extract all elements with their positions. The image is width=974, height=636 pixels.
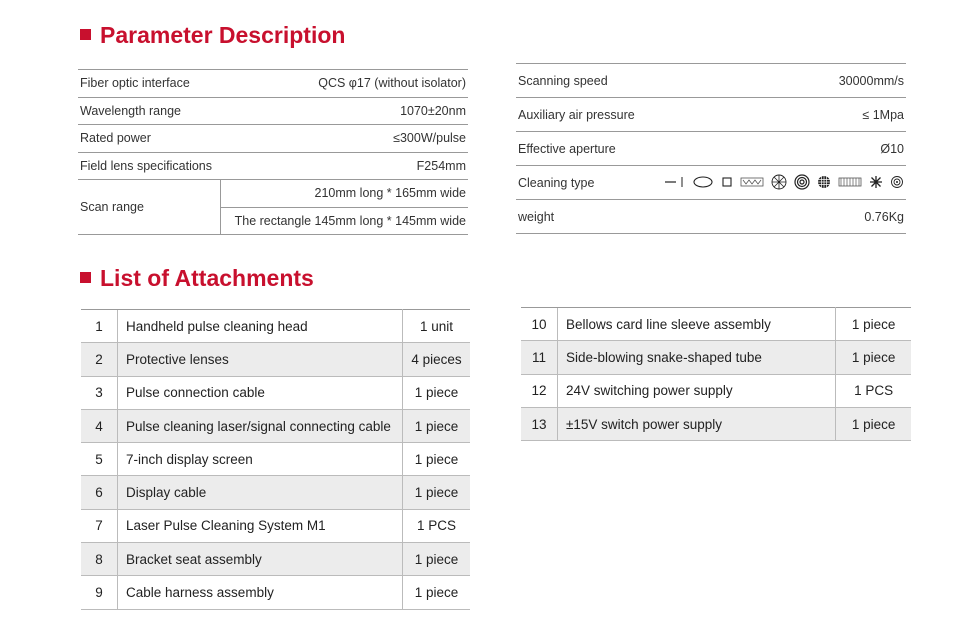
- item-number: 3: [81, 376, 118, 409]
- param-label: Rated power: [78, 125, 221, 153]
- spiral-icon: [794, 174, 810, 190]
- param-row: [78, 70, 468, 98]
- square-bullet-icon: [80, 272, 91, 283]
- param-value: ≤ 1Mpa: [645, 98, 906, 132]
- item-quantity: 4 pieces: [402, 343, 470, 376]
- table-row: [81, 343, 470, 376]
- table-row: [81, 310, 470, 343]
- param-label: Field lens specifications: [78, 152, 221, 180]
- param-value: QCS φ17 (without isolator): [221, 70, 469, 98]
- table-row: [81, 543, 470, 576]
- wave-icon: [740, 176, 764, 188]
- item-name: Bellows card line sleeve assembly: [558, 308, 836, 341]
- item-number: 5: [81, 443, 118, 476]
- item-name: Cable harness assembly: [118, 576, 403, 609]
- param-row: [78, 180, 468, 208]
- circle-spiral-icon: [890, 175, 904, 189]
- table-row: [521, 308, 911, 341]
- param-value: 1070±20nm: [221, 97, 469, 125]
- param-row: [78, 97, 468, 125]
- item-number: 11: [521, 341, 558, 374]
- square-bullet-icon: [80, 29, 91, 40]
- param-label: Auxiliary air pressure: [516, 98, 645, 132]
- param-row: [516, 98, 906, 132]
- item-name: Handheld pulse cleaning head: [118, 310, 403, 343]
- item-quantity: 1 piece: [402, 476, 470, 509]
- item-name: ±15V switch power supply: [558, 407, 836, 440]
- table-row: [81, 476, 470, 509]
- param-row: [516, 200, 906, 234]
- attachments-table-left: [81, 309, 470, 610]
- item-number: 2: [81, 343, 118, 376]
- grid-circle-icon: [817, 175, 831, 189]
- parameter-section-title: [80, 22, 345, 49]
- param-row: [78, 152, 468, 180]
- item-name: Protective lenses: [118, 343, 403, 376]
- table-row: [521, 374, 911, 407]
- item-quantity: 1 piece: [402, 409, 470, 442]
- param-label: Fiber optic interface: [78, 70, 221, 98]
- param-value: ≤300W/pulse: [221, 125, 469, 153]
- star-icon: [869, 175, 883, 189]
- table-row: [81, 576, 470, 609]
- item-quantity: 1 piece: [836, 407, 911, 440]
- cleaning-type-icons: [645, 166, 906, 200]
- item-name: Display cable: [118, 476, 403, 509]
- param-value: The rectangle 145mm long * 145mm wide: [221, 207, 469, 235]
- param-row: [78, 125, 468, 153]
- param-value: Ø10: [645, 132, 906, 166]
- param-label: Wavelength range: [78, 97, 221, 125]
- square-icon: [721, 176, 733, 188]
- item-number: 8: [81, 543, 118, 576]
- param-row: [516, 132, 906, 166]
- item-quantity: 1 PCS: [836, 374, 911, 407]
- item-quantity: 1 piece: [402, 443, 470, 476]
- param-value: 210mm long * 165mm wide: [221, 180, 469, 208]
- item-number: 7: [81, 509, 118, 542]
- parameter-table-left: [78, 69, 468, 235]
- item-name: Pulse connection cable: [118, 376, 403, 409]
- table-row: [81, 509, 470, 542]
- item-name: Laser Pulse Cleaning System M1: [118, 509, 403, 542]
- table-row: [81, 409, 470, 442]
- item-number: 4: [81, 409, 118, 442]
- attachments-section-title: [80, 265, 314, 292]
- hatch-icon: [838, 176, 862, 188]
- attachments-table-right: [521, 307, 911, 441]
- param-label: Scanning speed: [516, 64, 645, 98]
- param-label: weight: [516, 200, 645, 234]
- param-label: Scan range: [78, 180, 221, 235]
- item-number: 6: [81, 476, 118, 509]
- table-row: [521, 341, 911, 374]
- param-row: [516, 166, 906, 200]
- table-row: [81, 443, 470, 476]
- item-name: Pulse cleaning laser/signal connecting cable: [118, 409, 403, 442]
- param-value: 0.76Kg: [645, 200, 906, 234]
- item-number: 10: [521, 308, 558, 341]
- item-number: 13: [521, 407, 558, 440]
- item-quantity: 1 piece: [402, 543, 470, 576]
- item-quantity: 1 piece: [402, 576, 470, 609]
- item-name: 7-inch display screen: [118, 443, 403, 476]
- item-number: 9: [81, 576, 118, 609]
- param-label: Cleaning type: [516, 166, 645, 200]
- param-row: [516, 64, 906, 98]
- param-value: F254mm: [221, 152, 469, 180]
- param-value: 30000mm/s: [645, 64, 906, 98]
- line-icon: [663, 176, 685, 188]
- ellipse-icon: [692, 176, 714, 188]
- item-number: 1: [81, 310, 118, 343]
- item-name: Side-blowing snake-shaped tube: [558, 341, 836, 374]
- item-quantity: 1 piece: [402, 376, 470, 409]
- item-name: Bracket seat assembly: [118, 543, 403, 576]
- item-number: 12: [521, 374, 558, 407]
- param-label: Effective aperture: [516, 132, 645, 166]
- item-name: 24V switching power supply: [558, 374, 836, 407]
- table-row: [521, 407, 911, 440]
- item-quantity: 1 PCS: [402, 509, 470, 542]
- table-row: [81, 376, 470, 409]
- spiral-star-icon: [771, 174, 787, 190]
- attachments-title-text: List of Attachments: [100, 265, 314, 291]
- parameter-table-right: [516, 63, 906, 234]
- item-quantity: 1 piece: [836, 308, 911, 341]
- item-quantity: 1 unit: [402, 310, 470, 343]
- parameter-title-text: Parameter Description: [100, 22, 346, 48]
- item-quantity: 1 piece: [836, 341, 911, 374]
